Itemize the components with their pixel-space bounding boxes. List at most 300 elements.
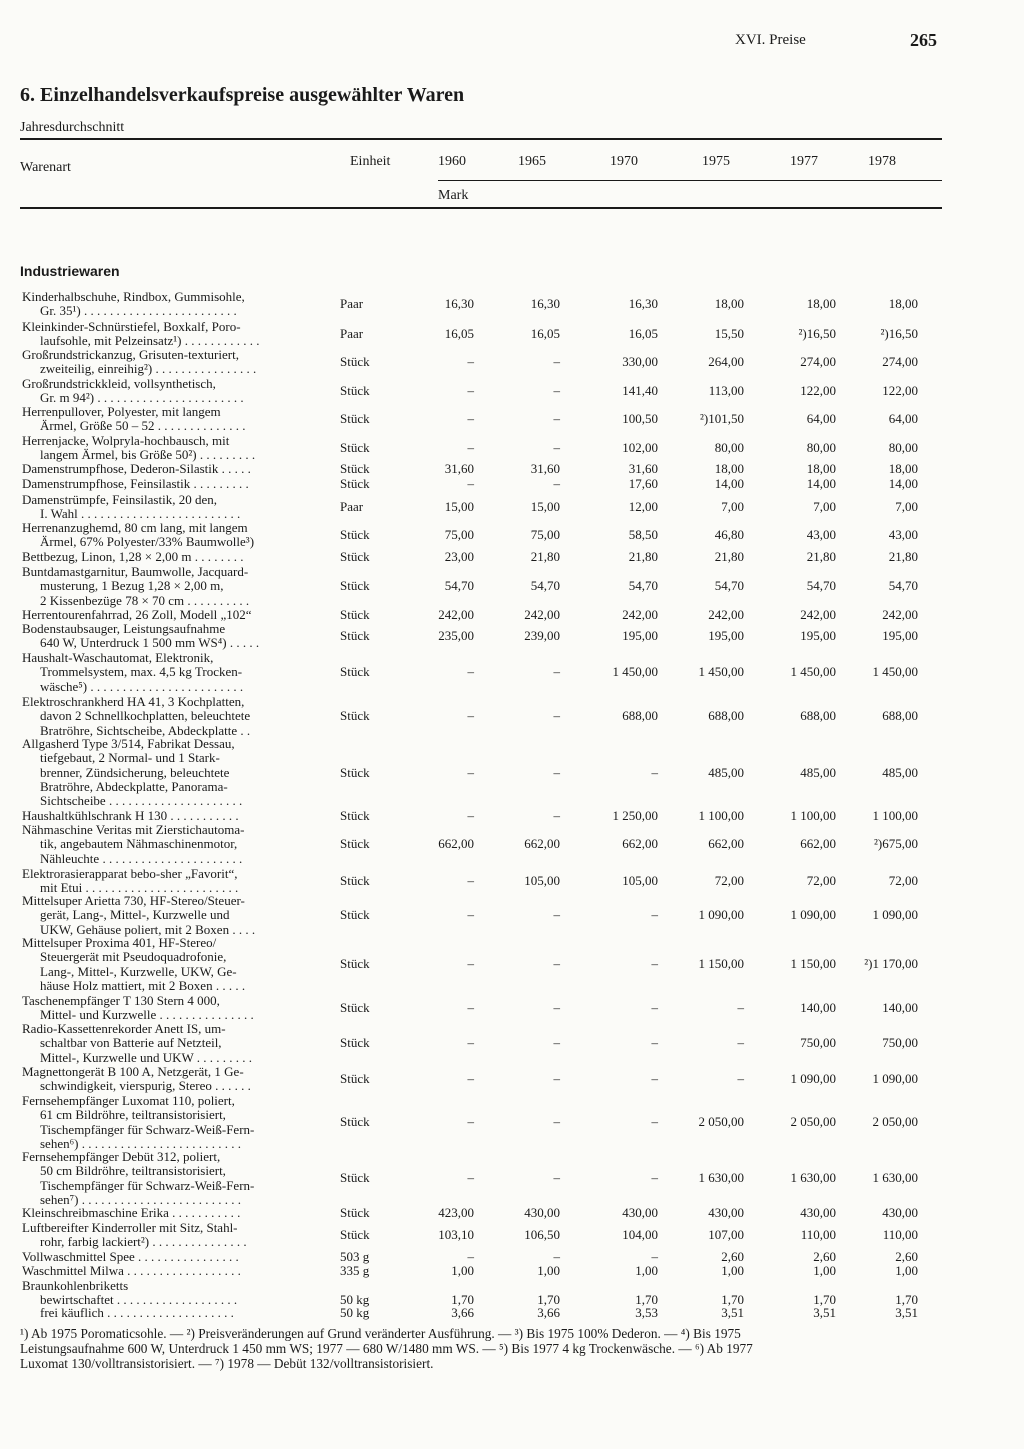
page-number: 265 <box>910 30 937 50</box>
row-unit: 50 kg <box>340 1292 370 1307</box>
row-value-1960: – <box>467 411 474 427</box>
row-unit: Paar <box>340 296 364 312</box>
row-value-1975: 1 090,00 <box>698 907 744 923</box>
row-description-line: langem Ärmel, bis Größe 50²) . . . . . . . . . <box>40 447 256 463</box>
column-header-1978: 1978 <box>868 154 896 169</box>
row-value-1965: – <box>553 1035 560 1051</box>
row-description-line: Damenstrumpfhose, Feinsilastik . . . . . . . . . <box>22 476 249 491</box>
row-value-1970: 16,05 <box>628 326 658 342</box>
row-description-line: Mittelsuper Arietta 730, HF-Stereo/Steuer- <box>22 893 245 908</box>
row-value-1965: 16,30 <box>530 296 560 312</box>
row-value-1965: – <box>553 764 560 780</box>
row-value-1960: – <box>467 907 474 923</box>
row-value-1970: 141,40 <box>622 383 658 399</box>
row-unit: 50 kg <box>340 1305 370 1320</box>
row-value-1978: 1 630,00 <box>872 1170 918 1186</box>
row-unit: 503 g <box>340 1249 370 1264</box>
row-description-line: Elektroschrankherd HA 41, 3 Kochplatten, <box>22 694 245 709</box>
row-value-1960: 16,05 <box>444 326 474 342</box>
row-value-1965: – <box>553 1000 560 1016</box>
row-value-1960: 16,30 <box>444 296 474 312</box>
row-description-line: Nähleuchte . . . . . . . . . . . . . . . . . . . . . . <box>40 850 243 866</box>
row-unit: Stück <box>340 956 370 972</box>
row-value-1960: 1,00 <box>451 1263 474 1278</box>
row-value-1978: 1,70 <box>895 1292 918 1307</box>
row-value-1970: 17,60 <box>628 476 658 491</box>
column-header-1965: 1965 <box>518 154 546 169</box>
row-value-1975: 46,80 <box>714 527 744 543</box>
row-value-1978: 14,00 <box>888 476 918 491</box>
row-description-line: Herrenpullover, Polyester, mit langem <box>22 404 221 419</box>
row-value-1975: 2,60 <box>721 1249 744 1264</box>
row-value-1977: ²)16,50 <box>798 326 836 342</box>
row-value-1978: 1 090,00 <box>872 1071 918 1087</box>
row-unit: Stück <box>340 527 370 543</box>
row-description-line: Bratröhre, Abdeckplatte, Panorama- <box>40 778 228 794</box>
table-title: 6. Einzelhandelsverkaufspreise ausgewählter Waren <box>20 84 465 106</box>
row-value-1978: 2,60 <box>895 1249 918 1264</box>
currency-label: Mark <box>438 188 469 203</box>
row-description-line: zweiteilig, einreihig²) . . . . . . . . . . . . . . . . <box>40 361 257 377</box>
row-value-1975: 14,00 <box>714 476 744 491</box>
row-value-1965: 3,66 <box>537 1305 560 1320</box>
row-value-1965: – <box>553 1114 560 1130</box>
row-unit: Stück <box>340 440 370 456</box>
row-value-1960: – <box>467 808 474 823</box>
row-description-line: Radio-Kassettenrekorder Anett IS, um- <box>22 1021 226 1036</box>
row-value-1978: 122,00 <box>882 383 918 399</box>
row-value-1977: 242,00 <box>800 607 836 622</box>
row-description-line: Trommelsystem, max. 4,5 kg Trocken- <box>40 664 243 680</box>
column-header-1970: 1970 <box>610 154 638 169</box>
row-value-1965: – <box>553 664 560 680</box>
row-value-1970: 102,00 <box>622 440 658 456</box>
row-value-1965: 1,00 <box>537 1263 560 1278</box>
row-value-1965: – <box>553 440 560 456</box>
row-value-1960: 1,70 <box>451 1292 474 1307</box>
row-value-1965: 75,00 <box>530 527 560 543</box>
row-value-1965: – <box>553 808 560 823</box>
row-value-1978: 18,00 <box>888 461 918 476</box>
row-value-1977: 110,00 <box>800 1227 836 1243</box>
row-value-1978: 7,00 <box>895 499 918 515</box>
row-value-1975: 1,70 <box>721 1292 744 1307</box>
row-description-line: Großrundstrickkleid, vollsynthetisch, <box>22 376 216 391</box>
row-value-1978: 195,00 <box>882 628 918 644</box>
row-unit: Stück <box>340 664 370 680</box>
row-value-1975: 107,00 <box>708 1227 744 1243</box>
row-value-1975: 662,00 <box>708 836 744 852</box>
row-value-1975: 21,80 <box>714 549 744 564</box>
row-value-1977: 1 150,00 <box>790 956 836 972</box>
row-value-1978: 21,80 <box>888 549 918 564</box>
row-value-1960: – <box>467 1170 474 1186</box>
row-description-line: tiefgebaut, 2 Normal- und 1 Stark- <box>40 750 220 766</box>
row-value-1977: 80,00 <box>806 440 836 456</box>
row-description-line: Haushaltkühlschrank H 130 . . . . . . . . . . . <box>22 808 239 823</box>
row-value-1977: 72,00 <box>806 873 836 889</box>
row-description-line: Mittel-, Kurzwelle und UKW . . . . . . . . . <box>40 1049 253 1065</box>
row-description-line: Ärmel, 67% Polyester/33% Baumwolle³) <box>40 534 255 550</box>
row-value-1965: – <box>553 1249 560 1264</box>
row-value-1975: – <box>737 1035 744 1051</box>
row-value-1975: 54,70 <box>714 578 744 594</box>
row-value-1960: – <box>467 383 474 399</box>
row-value-1960: 54,70 <box>444 578 474 594</box>
row-description-line: I. Wahl . . . . . . . . . . . . . . . . . . . . . . . . . <box>40 506 241 522</box>
row-value-1970: – <box>651 956 658 972</box>
row-value-1970: – <box>651 907 658 923</box>
row-unit: Stück <box>340 476 370 491</box>
row-value-1975: 72,00 <box>714 873 744 889</box>
row-value-1965: 16,05 <box>530 326 560 342</box>
row-value-1970: 100,50 <box>622 411 658 427</box>
row-value-1977: 7,00 <box>813 499 836 515</box>
row-description-line: musterung, 1 Bezug 1,28 × 2,00 m, <box>40 578 224 594</box>
row-value-1970: 16,30 <box>628 296 658 312</box>
row-value-1960: – <box>467 1035 474 1051</box>
row-description-line: sehen⁷) . . . . . . . . . . . . . . . . . . . . . . . . . <box>40 1191 241 1207</box>
row-description-line: Kleinschreibmaschine Erika . . . . . . . . . . . <box>22 1205 241 1220</box>
row-unit: Stück <box>340 1114 370 1130</box>
row-value-1977: 54,70 <box>806 578 836 594</box>
row-description-line: Tischempfänger für Schwarz-Weiß-Fern- <box>40 1121 255 1137</box>
row-description-line: gerät, Lang-, Mittel-, Kurzwelle und <box>40 907 230 923</box>
row-value-1970: 54,70 <box>628 578 658 594</box>
row-unit: 335 g <box>340 1263 370 1278</box>
row-value-1977: 1,70 <box>813 1292 836 1307</box>
row-value-1975: 688,00 <box>708 708 744 724</box>
row-unit: Stück <box>340 354 370 370</box>
row-unit: Stück <box>340 411 370 427</box>
row-description-line: Kinderhalbschuhe, Rindbox, Gummisohle, <box>22 289 245 304</box>
row-value-1970: 104,00 <box>622 1227 658 1243</box>
row-description-line: Steuergerät mit Pseudoquadrofonie, <box>40 949 227 965</box>
row-value-1970: – <box>651 1249 658 1264</box>
row-value-1977: 1 090,00 <box>790 907 836 923</box>
row-description-line: Lang-, Mittel-, Kurzwelle, UKW, Ge- <box>40 963 237 979</box>
row-description-line: Sichtscheibe . . . . . . . . . . . . . . . . . . . . . <box>40 793 243 809</box>
row-value-1970: 1 450,00 <box>612 664 658 680</box>
row-value-1975: – <box>737 1071 744 1087</box>
row-value-1970: 58,50 <box>628 527 658 543</box>
row-value-1960: – <box>467 476 474 491</box>
row-value-1975: 264,00 <box>708 354 744 370</box>
row-description-line: laufsohle, mit Pelzeinsatz¹) . . . . . . . . . . . . <box>40 333 260 349</box>
row-value-1975: 3,51 <box>721 1305 744 1320</box>
column-header-warenart: Warenart <box>20 160 71 175</box>
row-value-1975: 1,00 <box>721 1263 744 1278</box>
row-value-1977: 1 090,00 <box>790 1071 836 1087</box>
row-value-1977: 18,00 <box>806 296 836 312</box>
row-unit: Paar <box>340 326 364 342</box>
row-value-1960: – <box>467 1114 474 1130</box>
row-value-1965: – <box>553 907 560 923</box>
row-value-1965: 106,50 <box>524 1227 560 1243</box>
row-value-1978: 54,70 <box>888 578 918 594</box>
row-value-1978: 485,00 <box>882 764 918 780</box>
row-unit: Stück <box>340 836 370 852</box>
row-description-line: Allgasherd Type 3/514, Fabrikat Dessau, <box>22 736 235 751</box>
row-description-line: Großrundstrickanzug, Grisuten-texturiert, <box>22 347 239 362</box>
row-description-line: Braunkohlenbriketts <box>22 1278 129 1293</box>
row-value-1977: 1 630,00 <box>790 1170 836 1186</box>
row-value-1975: 7,00 <box>721 499 744 515</box>
row-value-1970: 21,80 <box>628 549 658 564</box>
row-description-line: Herrentourenfahrrad, 26 Zoll, Modell „102“ <box>22 607 252 622</box>
row-value-1977: 64,00 <box>806 411 836 427</box>
row-value-1977: 274,00 <box>800 354 836 370</box>
row-value-1975: 15,50 <box>714 326 744 342</box>
row-value-1965: – <box>553 956 560 972</box>
row-value-1970: 688,00 <box>622 708 658 724</box>
row-value-1970: – <box>651 1170 658 1186</box>
row-description-line: Ärmel, Größe 50 – 52 . . . . . . . . . . . . . . <box>40 418 246 434</box>
row-value-1978: ²)675,00 <box>874 836 918 852</box>
row-value-1977: 2,60 <box>813 1249 836 1264</box>
column-header-1960: 1960 <box>438 154 466 169</box>
row-value-1977: 1 450,00 <box>790 664 836 680</box>
row-description-line: Vollwaschmittel Spee . . . . . . . . . . . . . . . . <box>22 1249 239 1264</box>
row-value-1978: ²)16,50 <box>880 326 918 342</box>
row-unit: Stück <box>340 578 370 594</box>
row-value-1965: 21,80 <box>530 549 560 564</box>
row-value-1975: 1 100,00 <box>698 808 744 823</box>
row-description-line: Waschmittel Milwa . . . . . . . . . . . . . . . . . . <box>22 1263 241 1278</box>
row-description-line: Bratröhre, Sichtscheibe, Abdeckplatte . . <box>40 722 251 738</box>
row-value-1977: 122,00 <box>800 383 836 399</box>
row-value-1977: 21,80 <box>806 549 836 564</box>
row-value-1965: – <box>553 354 560 370</box>
row-value-1975: 80,00 <box>714 440 744 456</box>
row-value-1965: 430,00 <box>524 1205 560 1220</box>
row-value-1977: 140,00 <box>800 1000 836 1016</box>
row-value-1965: – <box>553 1071 560 1087</box>
row-unit: Stück <box>340 907 370 923</box>
footnote-line: Luxomat 130/volltransistorisiert. — ⁷) 1978 — Debüt 132/volltransistorisiert. <box>20 1356 434 1371</box>
row-value-1975: 18,00 <box>714 461 744 476</box>
row-description-line: brenner, Zündsicherung, beleuchtete <box>40 764 230 780</box>
row-value-1978: ²)1 170,00 <box>864 956 918 972</box>
row-description-line: UKW, Gehäuse poliert, mit 2 Boxen . . . . <box>40 921 256 937</box>
row-value-1975: 485,00 <box>708 764 744 780</box>
row-description-line: Tischempfänger für Schwarz-Weiß-Fern- <box>40 1177 255 1193</box>
row-description-line: wäsche⁵) . . . . . . . . . . . . . . . . . . . . . . . . <box>40 678 244 694</box>
row-value-1977: 430,00 <box>800 1205 836 1220</box>
row-value-1978: 1 100,00 <box>872 808 918 823</box>
row-description-line: schwindigkeit, vierspurig, Stereo . . . . . . <box>40 1078 251 1094</box>
row-value-1978: 2 050,00 <box>872 1114 918 1130</box>
row-description-line: rohr, farbig lackiert²) . . . . . . . . . . . . . . . <box>40 1234 247 1250</box>
row-value-1978: 64,00 <box>888 411 918 427</box>
row-value-1970: 105,00 <box>622 873 658 889</box>
row-unit: Stück <box>340 383 370 399</box>
column-header-einheit: Einheit <box>350 154 391 169</box>
row-description-line: Mittel- und Kurzwelle . . . . . . . . . . . . . . . <box>40 1007 254 1023</box>
row-description-line: frei käuflich . . . . . . . . . . . . . . . . . . . . <box>40 1305 234 1320</box>
row-unit: Stück <box>340 461 370 476</box>
row-value-1965: – <box>553 383 560 399</box>
row-value-1978: 110,00 <box>882 1227 918 1243</box>
row-value-1970: – <box>651 1114 658 1130</box>
row-value-1970: 430,00 <box>622 1205 658 1220</box>
row-value-1965: 31,60 <box>530 461 560 476</box>
row-description-line: 2 Kissenbezüge 78 × 70 cm . . . . . . . . . . <box>40 592 250 608</box>
row-unit: Stück <box>340 873 370 889</box>
row-description-line: Bodenstaubsauger, Leistungsaufnahme <box>22 621 226 636</box>
row-value-1975: 18,00 <box>714 296 744 312</box>
row-value-1960: 3,66 <box>451 1305 474 1320</box>
row-value-1960: – <box>467 1000 474 1016</box>
row-value-1970: 242,00 <box>622 607 658 622</box>
row-value-1978: 72,00 <box>888 873 918 889</box>
footnote-line: Leistungsaufnahme 600 W, Unterdruck 1 450 mm WS; 1977 — 680 W/1480 mm WS. — ⁵) Bis 1977 4 kg Trockenwäsche. — ⁶) Ab 1977 <box>20 1341 753 1356</box>
row-description-line: 61 cm Bildröhre, teiltransistorisiert, <box>40 1107 226 1123</box>
row-value-1970: 1,00 <box>635 1263 658 1278</box>
row-value-1970: 662,00 <box>622 836 658 852</box>
row-value-1977: 18,00 <box>806 461 836 476</box>
row-value-1970: 195,00 <box>622 628 658 644</box>
row-description-line: Damenstrümpfe, Feinsilastik, 20 den, <box>22 492 217 507</box>
chapter-title: XVI. Preise <box>735 32 806 48</box>
row-description-line: 640 W, Unterdruck 1 500 mm WS⁴) . . . . . <box>40 635 260 651</box>
row-value-1970: – <box>651 1000 658 1016</box>
row-description-line: Elektrorasierapparat bebo-sher „Favorit“, <box>22 866 238 881</box>
row-unit: Stück <box>340 607 370 622</box>
row-value-1978: 1 450,00 <box>872 664 918 680</box>
row-value-1977: 1,00 <box>813 1263 836 1278</box>
section-title: Industriewaren <box>20 263 120 279</box>
row-value-1975: ²)101,50 <box>700 411 744 427</box>
row-value-1970: – <box>651 1035 658 1051</box>
row-unit: Stück <box>340 549 370 564</box>
row-description-line: Mittelsuper Proxima 401, HF-Stereo/ <box>22 935 217 950</box>
row-value-1965: 662,00 <box>524 836 560 852</box>
row-value-1960: 662,00 <box>438 836 474 852</box>
footnote-line: ¹) Ab 1975 Poromaticsohle. — ²) Preisveränderungen auf Grund veränderter Ausführung. — ³) Bis 1975 100% Dederon. — ⁴) Bis 1975 <box>20 1326 741 1341</box>
row-description-line: Kleinkinder-Schnürstiefel, Boxkalf, Poro- <box>22 319 241 334</box>
row-value-1978: 750,00 <box>882 1035 918 1051</box>
row-description-line: Herrenjacke, Wolpryla-hochbausch, mit <box>22 433 230 448</box>
row-value-1978: 688,00 <box>882 708 918 724</box>
row-value-1960: 23,00 <box>444 549 474 564</box>
row-value-1975: 195,00 <box>708 628 744 644</box>
row-value-1965: 105,00 <box>524 873 560 889</box>
row-value-1977: 3,51 <box>813 1305 836 1320</box>
row-value-1978: 242,00 <box>882 607 918 622</box>
row-value-1975: 1 150,00 <box>698 956 744 972</box>
row-value-1960: 242,00 <box>438 607 474 622</box>
row-value-1970: 1,70 <box>635 1292 658 1307</box>
table-subtitle: Jahresdurchschnitt <box>20 120 125 135</box>
row-description-line: sehen⁶) . . . . . . . . . . . . . . . . . . . . . . . . . <box>40 1135 241 1151</box>
row-value-1970: 31,60 <box>628 461 658 476</box>
footnotes <box>20 1326 960 1371</box>
column-header-1975: 1975 <box>702 154 730 169</box>
row-value-1960: 235,00 <box>438 628 474 644</box>
row-value-1978: 43,00 <box>888 527 918 543</box>
row-value-1965: – <box>553 1170 560 1186</box>
row-value-1970: 12,00 <box>628 499 658 515</box>
column-header-1977: 1977 <box>790 154 818 169</box>
row-unit: Stück <box>340 1227 370 1243</box>
row-value-1970: – <box>651 1071 658 1087</box>
row-description-line: Bettbezug, Linon, 1,28 × 2,00 m . . . . . . . . <box>22 549 244 564</box>
row-unit: Stück <box>340 708 370 724</box>
row-value-1978: 3,51 <box>895 1305 918 1320</box>
row-value-1975: 1 630,00 <box>698 1170 744 1186</box>
row-value-1960: – <box>467 1249 474 1264</box>
row-value-1978: 430,00 <box>882 1205 918 1220</box>
row-value-1965: – <box>553 476 560 491</box>
row-value-1970: – <box>651 764 658 780</box>
row-value-1960: 423,00 <box>438 1205 474 1220</box>
row-description-line: häuse Holz mattiert, mit 2 Boxen . . . . . <box>40 977 246 993</box>
row-value-1975: – <box>737 1000 744 1016</box>
row-value-1977: 14,00 <box>806 476 836 491</box>
row-value-1977: 688,00 <box>800 708 836 724</box>
row-value-1965: 15,00 <box>530 499 560 515</box>
row-unit: Stück <box>340 808 370 823</box>
row-value-1970: 1 250,00 <box>612 808 658 823</box>
row-unit: Paar <box>340 499 364 515</box>
row-unit: Stück <box>340 1035 370 1051</box>
row-value-1960: – <box>467 956 474 972</box>
row-value-1960: 75,00 <box>444 527 474 543</box>
row-unit: Stück <box>340 764 370 780</box>
row-description-line: Luftbereifter Kinderroller mit Sitz, Stahl- <box>22 1220 238 1235</box>
row-value-1960: – <box>467 440 474 456</box>
row-value-1977: 485,00 <box>800 764 836 780</box>
row-unit: Stück <box>340 628 370 644</box>
row-value-1965: 242,00 <box>524 607 560 622</box>
row-value-1960: – <box>467 354 474 370</box>
row-unit: Stück <box>340 1000 370 1016</box>
row-description-line: Fernsehempfänger Luxomat 110, poliert, <box>22 1093 235 1108</box>
row-value-1978: 274,00 <box>882 354 918 370</box>
row-value-1975: 430,00 <box>708 1205 744 1220</box>
row-value-1978: 18,00 <box>888 296 918 312</box>
row-value-1960: 31,60 <box>444 461 474 476</box>
row-value-1965: – <box>553 411 560 427</box>
row-description-line: 50 cm Bildröhre, teiltransistorisiert, <box>40 1163 226 1179</box>
row-value-1977: 43,00 <box>806 527 836 543</box>
row-description-line: Taschenempfänger T 130 Stern 4 000, <box>22 993 220 1008</box>
row-description-line: bewirtschaftet . . . . . . . . . . . . . . . . . . . <box>40 1292 238 1307</box>
row-value-1965: 54,70 <box>530 578 560 594</box>
row-value-1960: – <box>467 664 474 680</box>
row-value-1977: 2 050,00 <box>790 1114 836 1130</box>
row-description-line: Gr. 35¹) . . . . . . . . . . . . . . . . . . . . . . . . <box>40 303 237 319</box>
row-value-1975: 1 450,00 <box>698 664 744 680</box>
row-value-1977: 750,00 <box>800 1035 836 1051</box>
row-unit: Stück <box>340 1071 370 1087</box>
row-unit: Stück <box>340 1205 370 1220</box>
row-value-1975: 113,00 <box>708 383 744 399</box>
row-value-1977: 195,00 <box>800 628 836 644</box>
row-value-1970: 330,00 <box>622 354 658 370</box>
row-description-line: Magnettongerät B 100 A, Netzgerät, 1 Ge- <box>22 1064 244 1079</box>
row-value-1965: 239,00 <box>524 628 560 644</box>
row-value-1965: 1,70 <box>537 1292 560 1307</box>
row-description-line: Nähmaschine Veritas mit Zierstichautoma- <box>22 822 245 837</box>
row-description-line: tik, angebautem Nähmaschinenmotor, <box>40 836 238 852</box>
row-value-1975: 2 050,00 <box>698 1114 744 1130</box>
row-description-line: Damenstrumpfhose, Dederon-Silastik . . . . . <box>22 461 251 476</box>
row-value-1978: 1,00 <box>895 1263 918 1278</box>
row-description-line: Herrenanzughemd, 80 cm lang, mit langem <box>22 520 248 535</box>
row-unit: Stück <box>340 1170 370 1186</box>
